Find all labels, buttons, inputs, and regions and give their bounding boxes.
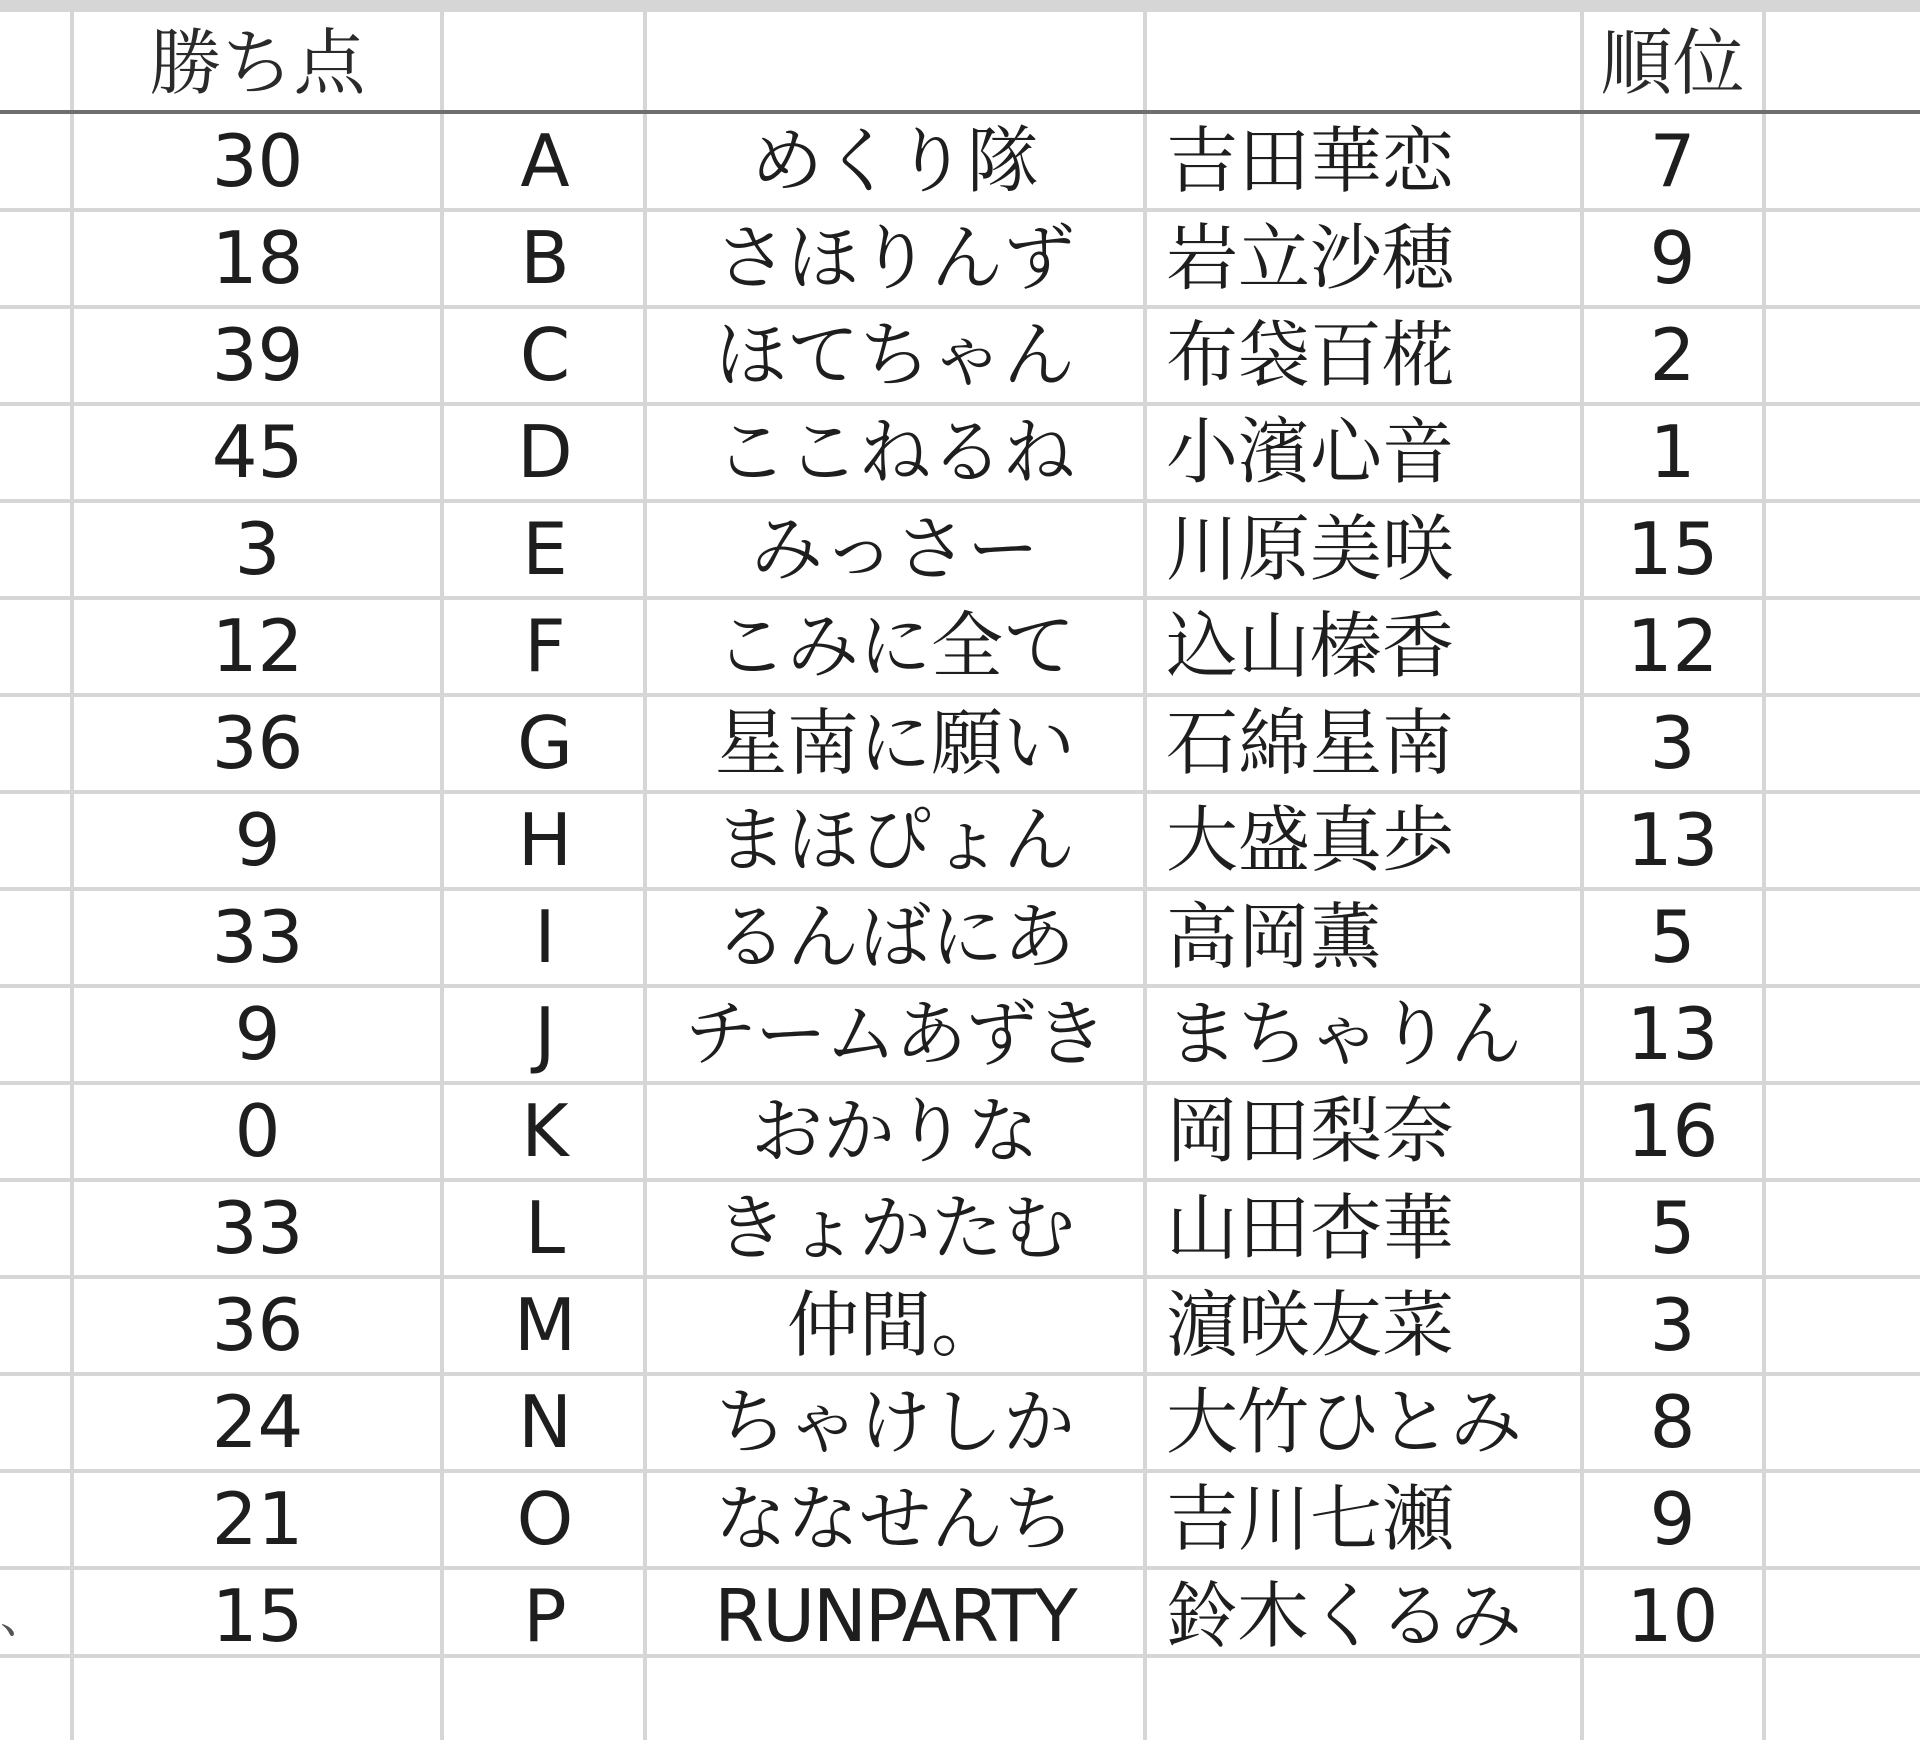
cell-team[interactable]: ななせんち — [714, 1476, 1075, 1561]
cell-team[interactable]: RUNPARTY — [714, 1573, 1076, 1658]
cell-points[interactable]: 21 — [211, 1476, 304, 1561]
cell-letter[interactable]: L — [524, 1185, 566, 1270]
table-row — [0, 597, 1920, 694]
cell-team[interactable]: チームあずき — [684, 991, 1105, 1076]
cell-letter[interactable]: K — [521, 1088, 569, 1173]
table-row — [0, 694, 1920, 791]
cell-rank[interactable]: 12 — [1626, 603, 1719, 688]
cell-rank[interactable]: 5 — [1649, 1185, 1696, 1270]
cell-name[interactable]: 高岡薫 — [1166, 894, 1383, 979]
cell-points[interactable]: 15 — [211, 1573, 304, 1658]
cell-edge-fragment: 、 — [0, 1587, 49, 1644]
cell-rank[interactable]: 1 — [1649, 409, 1696, 494]
header-row — [0, 14, 1920, 111]
table-row — [0, 888, 1920, 985]
table-row — [0, 791, 1920, 888]
cell-name[interactable]: 川原美咲 — [1166, 506, 1455, 591]
cell-team[interactable]: おかりな — [750, 1088, 1039, 1173]
cell-name[interactable]: 岩立沙穂 — [1166, 215, 1455, 300]
cell-letter[interactable]: G — [517, 700, 573, 785]
cell-points[interactable]: 24 — [211, 1379, 304, 1464]
table-row — [0, 1179, 1920, 1276]
cell-letter[interactable]: P — [523, 1573, 567, 1658]
header-cell-points[interactable]: 勝ち点 — [149, 20, 366, 105]
cell-name[interactable]: 込山榛香 — [1166, 603, 1455, 688]
table-row — [0, 306, 1920, 403]
cell-points[interactable]: 39 — [211, 312, 304, 397]
cell-letter[interactable]: E — [522, 506, 568, 591]
cell-name[interactable]: 大盛真歩 — [1166, 797, 1455, 882]
cell-letter[interactable]: J — [534, 991, 556, 1076]
table-row — [0, 985, 1920, 1082]
cell-team[interactable]: さほりんず — [714, 215, 1075, 300]
cell-points[interactable]: 33 — [211, 894, 304, 979]
cell-letter[interactable]: M — [513, 1282, 577, 1367]
cell-rank[interactable]: 8 — [1649, 1379, 1696, 1464]
cell-rank[interactable]: 2 — [1649, 312, 1696, 397]
cell-rank[interactable]: 3 — [1649, 1282, 1696, 1367]
cell-name[interactable]: 濵咲友菜 — [1166, 1282, 1455, 1367]
table-row — [0, 1470, 1920, 1567]
cell-letter[interactable]: C — [519, 312, 571, 397]
cell-team[interactable]: ここねるね — [714, 409, 1075, 494]
cell-name[interactable]: 岡田梨奈 — [1166, 1088, 1455, 1173]
cell-points[interactable]: 33 — [211, 1185, 304, 1270]
cell-name[interactable]: 吉川七瀬 — [1166, 1476, 1455, 1561]
table-row — [0, 1373, 1920, 1470]
cell-rank[interactable]: 3 — [1649, 700, 1696, 785]
cell-name[interactable]: 石綿星南 — [1166, 700, 1455, 785]
table-row — [0, 209, 1920, 306]
cell-letter[interactable]: O — [516, 1476, 574, 1561]
cell-team[interactable]: ほてちゃん — [714, 312, 1075, 397]
cell-rank[interactable]: 9 — [1649, 215, 1696, 300]
cell-points[interactable]: 12 — [211, 603, 304, 688]
table-row — [0, 1082, 1920, 1179]
cell-name[interactable]: 大竹ひとみ — [1166, 1379, 1522, 1464]
cell-points[interactable]: 45 — [211, 409, 304, 494]
cell-letter[interactable]: H — [517, 797, 573, 882]
table-row — [0, 403, 1920, 500]
cell-letter[interactable]: D — [517, 409, 573, 494]
grid-line — [0, 0, 1920, 12]
cell-team[interactable]: ちゃけしか — [714, 1379, 1075, 1464]
cell-team[interactable]: こみに全て — [714, 603, 1075, 688]
table-row — [0, 500, 1920, 597]
cell-name[interactable]: 鈴木くるみ — [1166, 1573, 1522, 1658]
cell-letter[interactable]: I — [534, 894, 556, 979]
cell-points[interactable]: 9 — [234, 797, 281, 882]
cell-team[interactable]: みっさー — [750, 506, 1039, 591]
cell-letter[interactable]: A — [520, 118, 570, 203]
cell-rank[interactable]: 10 — [1626, 1573, 1719, 1658]
cell-team[interactable]: 仲間。 — [786, 1282, 1003, 1367]
cell-letter[interactable]: F — [524, 603, 566, 688]
cell-rank[interactable]: 16 — [1626, 1088, 1719, 1173]
cell-letter[interactable]: B — [520, 215, 570, 300]
cell-team[interactable]: めくり隊 — [750, 118, 1039, 203]
cell-points[interactable]: 36 — [211, 1282, 304, 1367]
table-row — [0, 112, 1920, 209]
cell-rank[interactable]: 7 — [1649, 118, 1696, 203]
cell-points[interactable]: 0 — [234, 1088, 281, 1173]
cell-rank[interactable]: 5 — [1649, 894, 1696, 979]
header-cell-rank[interactable]: 順位 — [1600, 20, 1745, 105]
cell-name[interactable]: 布袋百椛 — [1166, 312, 1455, 397]
cell-team[interactable]: るんばにあ — [714, 894, 1075, 979]
cell-rank[interactable]: 13 — [1626, 797, 1719, 882]
cell-points[interactable]: 18 — [211, 215, 304, 300]
cell-points[interactable]: 30 — [211, 118, 304, 203]
cell-team[interactable]: きょかたむ — [714, 1185, 1075, 1270]
cell-rank[interactable]: 15 — [1626, 506, 1719, 591]
cell-team[interactable]: まほぴょん — [714, 797, 1075, 882]
cell-name[interactable]: 山田杏華 — [1166, 1185, 1455, 1270]
table-row — [0, 1567, 1920, 1664]
cell-name[interactable]: まちゃりん — [1166, 991, 1522, 1076]
cell-letter[interactable]: N — [518, 1379, 572, 1464]
cell-rank[interactable]: 13 — [1626, 991, 1719, 1076]
table-row — [0, 1276, 1920, 1373]
cell-points[interactable]: 9 — [234, 991, 281, 1076]
cell-points[interactable]: 36 — [211, 700, 304, 785]
cell-name[interactable]: 吉田華恋 — [1166, 118, 1455, 203]
cell-team[interactable]: 星南に願い — [714, 700, 1075, 785]
cell-name[interactable]: 小濱心音 — [1166, 409, 1455, 494]
cell-points[interactable]: 3 — [234, 506, 281, 591]
cell-rank[interactable]: 9 — [1649, 1476, 1696, 1561]
